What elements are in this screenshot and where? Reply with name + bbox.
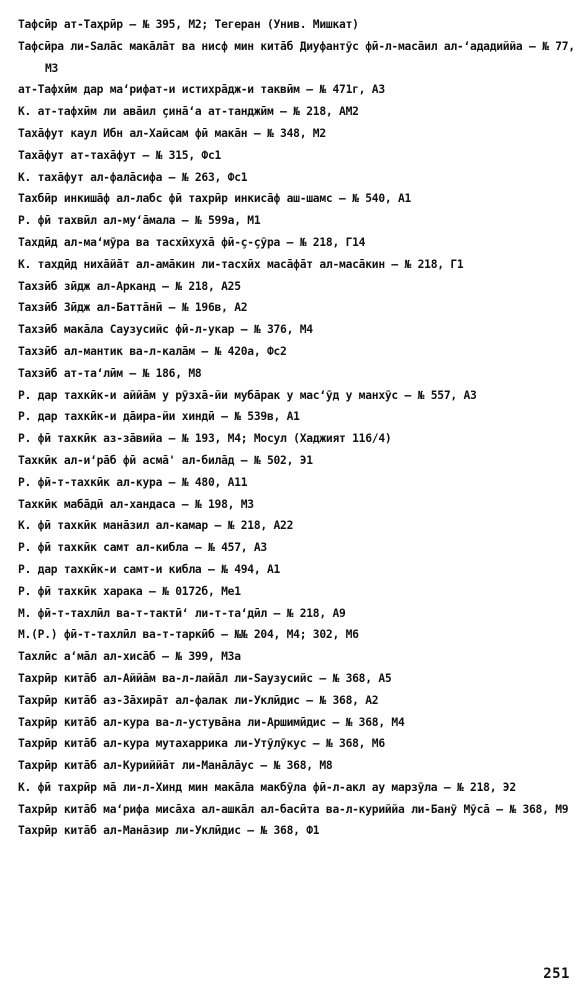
index-entry: Тахрӣр китāб ал-кура мутахаррика ли-Утӯлӯкус – № 368, М6 <box>18 737 385 751</box>
index-entry: Тахзӣб макāла Саузусийс фӣ-л-укар – № 376, М4 <box>18 323 313 337</box>
index-entry: Тахāфут каул Ибн ал-Хайсам фӣ макāн – № 348, М2 <box>18 126 326 140</box>
index-entry: К. тахāфут ал-фалāсифа – № 263, Фс1 <box>18 170 248 184</box>
index-entry: Р. фӣ тахвӣл ал-муʻāмала – № 599а, М1 <box>18 214 261 228</box>
index-entry: К. тахдӣд нихāйāт ал-амāкин ли-тасхӣх масāфāт ал-масāкин – № 218, Г1 <box>18 257 464 271</box>
index-entry: Р. фӣ тахкӣк аз-зāвийа – № 193, М4; Мосул (Хаджият 116/4) <box>18 432 392 446</box>
index-entry: Тахзӣб зӣдж ал-Арканд – № 218, А25 <box>18 279 241 293</box>
index-entry: М. фӣ-т-тахлӣл ва-т-тактӣʻ ли-т-таʻдӣл – № 218, А9 <box>18 606 346 620</box>
index-entry: Р. дар тахкӣк-и аййāм у рӯзхā-йи мубāрак у масʻӯд у манхӯс – № 557, А3 <box>18 388 477 402</box>
index-entry: К. фӣ тахрӣр мā ли-л-Хинд мин макāла макбӯла фӣ-л-акл ау марзӯла – № 218, Э2 <box>18 780 516 794</box>
index-entry: Тафсӣр ат-Таҳрӣр – № 395, М2; Тегеран (Унив. Мишкат) <box>18 18 359 31</box>
index-entry: Тахзӣб Зӣдж ал-Баттāнӣ – № 196в, А2 <box>18 301 248 315</box>
index-entry: Тахрӣр китāб ал-кура ва-л-устувāна ли-Аршимӣдис – № 368, М4 <box>18 715 405 729</box>
index-entry: Тахкӣк ал-иʻрāб фӣ асмā' ал-билāд – № 502, Э1 <box>18 453 313 467</box>
index-entry: Тахрӣр китāб аз-Зāхирāт ал-фалак ли-Уклӣдис – № 368, А2 <box>18 693 379 707</box>
index-entry: Тахрӣр китāб маʻрифа мисāха ал-ашкāл ал-басӣта ва-л-куриййа ли-Банӯ Мӯсā – № 368, М9 <box>18 802 569 816</box>
index-entry: Р. дар тахкӣк-и дāира-йи хиндӣ – № 539в, А1 <box>18 410 300 424</box>
index-entry: Р. фӣ тахкӣк харака – № 0172б, Ме1 <box>18 584 241 598</box>
index-entry: Р. дар тахкӣк-и самт-и кибла – № 494, А1 <box>18 562 281 576</box>
index-entries <box>18 14 578 842</box>
index-entry: К. фӣ тахкӣк манāзил ал-камар – № 218, А22 <box>18 519 294 533</box>
index-entry: Тахлӣс аʻмāл ал-хисāб – № 399, М3а <box>18 650 241 664</box>
index-entry: Тахзӣб ал-мантик ва-л-калāм – № 420а, Фс2 <box>18 344 287 358</box>
index-entry: Тахкӣк мабāдӣ ал-хандаса – № 198, М3 <box>18 497 254 511</box>
page-number: 251 <box>543 966 570 982</box>
index-entry: К. ат-тафхӣм ли авāил ҫинāʻа ат-танджӣм – № 218, АМ2 <box>18 105 359 119</box>
index-entry: Тахзӣб ат-таʻлӣм – № 186, М8 <box>18 366 202 380</box>
index-entry: Р. фӣ-т-тахкӣк ал-кура – № 480, А11 <box>18 475 248 489</box>
index-entry: Тахрӣр китāб ал-Аййāм ва-л-лайāл ли-Ѕаузусийс – № 368, А5 <box>18 671 392 685</box>
index-entry: М.(Р.) фӣ-т-тахлӣл ва-т-таркӣб – №№ 204, М4; 302, М6 <box>18 628 359 642</box>
index-entry: Тахрӣр китāб ал-Куриййāт ли-Манāлāус – № 368, М8 <box>18 759 333 773</box>
index-entry: Тахрӣр китāб ал-Манāзир ли-Уклӣдис – № 368, Ф1 <box>18 824 320 838</box>
index-entry: Тахдӣд ал-маʻмӯра ва тасхӣхухā фӣ-ç-ҫӯра – № 218, Г14 <box>18 235 366 249</box>
index-entry: ат-Тафхӣм дар маʻрифат-и истихрāдж-и таквӣм – № 471г, А3 <box>18 83 385 97</box>
index-entry: Тахбӣр инкишāф ал-лабс фӣ тахрӣр инкисāф аш-шамс – № 540, А1 <box>18 192 412 206</box>
index-entry: Тафсӣра ли-Ѕалāс макāлāт ва нисф мин китāб Диуфантӯс фӣ-л-масāил ал-ʻададиййа – № 77, М3 <box>18 39 575 75</box>
index-entry: Тахāфут ат-тахāфут – № 315, Фс1 <box>18 148 222 162</box>
index-entry: Р. фӣ тахкӣк самт ал-кибла – № 457, А3 <box>18 541 267 555</box>
